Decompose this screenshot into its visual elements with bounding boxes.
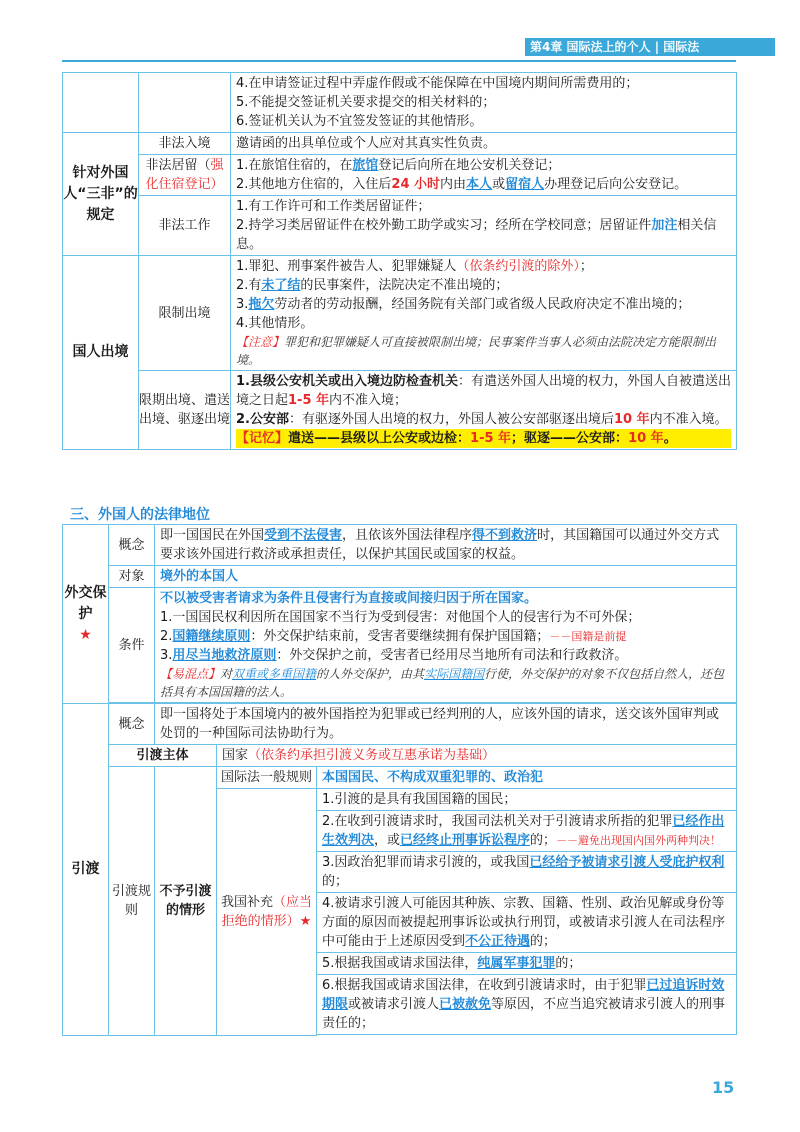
empty-cell bbox=[139, 73, 231, 133]
ex-china-rule: 1.引渡的是具有我国国籍的国民； bbox=[317, 789, 737, 811]
empty-cell bbox=[63, 73, 139, 133]
three-illegal-label: 针对外国人“三非”的规定 bbox=[63, 133, 139, 256]
dp-condition-label: 条件 bbox=[109, 588, 155, 703]
ex-intl-text: 本国国民、不构成双重犯罪的、政治犯 bbox=[317, 767, 737, 789]
illegal-work-text: 1.有工作许可和工作类居留证件； 2.持学习类居留证件在校外勤工助学或实习；经所在学校同意；居留证件加注相关信息。 bbox=[231, 196, 737, 256]
ex-refuse-label: 不予引渡的情形 bbox=[155, 767, 217, 1036]
ex-subject-text: 国家（依条约承担引渡义务或互惠承诺为基础） bbox=[217, 745, 737, 767]
table-row bbox=[63, 704, 737, 745]
dp-object-text: 境外的本国人 bbox=[155, 566, 737, 588]
ex-china-rule: 2.在收到引渡请求时，我国司法机关对于引渡请求所指的犯罪已经作出生效判决，或已经终止刑事诉讼程序的；－－避免出现国内国外两种判决！ bbox=[317, 811, 737, 852]
restrict-exit-label: 限制出境 bbox=[139, 256, 231, 371]
visa-refusal-continued: 4.在申请签证过程中弄虚作假或不能保障在中国境内期间所需费用的； 5.不能提交签证机关要求提交的相关材料的； 6.签证机关认为不宜签发签证的其他情形。 bbox=[231, 73, 737, 133]
table-row bbox=[63, 566, 737, 588]
table-row bbox=[63, 745, 737, 767]
dp-concept-text: 即一国国民在外国受到不法侵害，且依该外国法律程序得不到救济时，其国籍国可以通过外交方式要求该外国进行救济或承担责任，以保护其国民或国家的权益。 bbox=[155, 525, 737, 566]
illegal-work-label: 非法工作 bbox=[139, 196, 231, 256]
diplomatic-protection-label: 外交保护 ★ bbox=[63, 525, 109, 704]
ex-subject-label: 引渡主体 bbox=[109, 745, 217, 767]
attention-note: 【注意】罪犯和犯罪嫌疑人可直接被限制出境；民事案件当事人必须由法院决定方能限制出境。 bbox=[236, 335, 717, 367]
ex-china-rule: 5.根据我国或请求国法律，纯属军事犯罪的； bbox=[317, 953, 737, 975]
foreigner-status-table bbox=[62, 524, 737, 1036]
ex-china-rule: 6.根据我国或请求国法律，在收到引渡请求时，由于犯罪已过追诉时效期限或被请求引渡人已被赦免等原因，不应当追究被请求引渡人的刑事责任的； bbox=[317, 975, 737, 1035]
dp-object-label: 对象 bbox=[109, 566, 155, 588]
illegal-entry-label: 非法入境 bbox=[139, 133, 231, 155]
table-row bbox=[63, 767, 737, 789]
dp-condition-text: 不以被受害者请求为条件且侵害行为直接或间接归因于所在国家。 1.一国国民权利因所在国国家不当行为受到侵害：对他国个人的侵害行为不可外保； 2.国籍继续原则：外交保护结束前，受害者要继续拥有保护国国籍；－－国籍是前提 3.用尽当地救济原则：外交保护之前，受害者已经用尽当地所有司法和行政救济。 【易混点】对双重或多重国籍的人外交保护，由其实际国籍国行使，外交保护的对象不仅包括自然人，还包括具有本国国籍的法人。 bbox=[155, 588, 737, 703]
memory-tip: 【记忆】遣送——县级以上公安或边检：1-5 年；驱逐——公安部：10 年。 bbox=[236, 429, 731, 448]
table-row bbox=[63, 371, 737, 450]
restrict-exit-text: 1.罪犯、刑事案件被告人、犯罪嫌疑人（依条约引渡的除外）； 2.有未了结的民事案件，法院决定不准出境的； 3.拖欠劳动者的劳动报酬，经国务院有关部门或省级人民政府决定不准出境的； 4.其他情形。 【注意】罪犯和犯罪嫌疑人可直接被限制出境；民事案件当事人必须由法院决定方能限制出境。 bbox=[231, 256, 737, 371]
chapter-title: 第4章 国际法上的个人 | 国际法 bbox=[530, 40, 700, 54]
extradition-label: 引渡 bbox=[63, 704, 109, 1036]
dp-concept-label: 概念 bbox=[109, 525, 155, 566]
table-row bbox=[63, 196, 737, 256]
ex-concept-label: 概念 bbox=[109, 704, 155, 745]
entry-exit-table bbox=[62, 72, 737, 450]
table-row bbox=[63, 525, 737, 566]
deport-text: 1.县级公安机关或出入境边防检查机关：有遣送外国人出境的权力，外国人自被遣送出境之日起1-5 年内不准入境； 2.公安部：有驱逐外国人出境的权力，外国人被公安部驱逐出境后10 年内不准入境。 【记忆】遣送——县级以上公安或边检：1-5 年；驱逐——公安部：10 年。 bbox=[231, 371, 737, 450]
ex-china-rule: 3.因政治犯罪而请求引渡的，或我国已经给予被请求引渡人受庇护权利的； bbox=[317, 852, 737, 893]
section-heading: 三、外国人的法律地位 bbox=[70, 507, 210, 523]
ex-china-rule: 4.被请求引渡人可能因其种族、宗教、国籍、性别、政治见解或身份等方面的原因而被提起刑事诉讼或执行刑罚，或被请求引渡人在司法程序中可能由于上述原因受到不公正待遇的； bbox=[317, 893, 737, 953]
illegal-stay-label: 非法居留（强化住宿登记） bbox=[139, 155, 231, 196]
table-row bbox=[63, 588, 737, 703]
table-row bbox=[63, 256, 737, 371]
confusion-note: 【易混点】对双重或多重国籍的人外交保护，由其实际国籍国行使，外交保护的对象不仅包括自然人，还包括具有本国国籍的法人。 bbox=[160, 667, 725, 699]
table-row bbox=[63, 133, 737, 155]
ex-intl-label: 国际法一般规则 bbox=[217, 767, 317, 789]
page-number: 15 bbox=[712, 1078, 735, 1097]
illegal-entry-text: 邀请函的出具单位或个人应对其真实性负责。 bbox=[231, 133, 737, 155]
deport-label: 限期出境、遣送出境、驱逐出境 bbox=[139, 371, 231, 450]
table-row bbox=[63, 73, 737, 133]
citizen-exit-label: 国人出境 bbox=[63, 256, 139, 450]
ex-rules-label: 引渡规则 bbox=[109, 767, 155, 1036]
ex-concept-text: 即一国将处于本国境内的被外国指控为犯罪或已经判刑的人，应该外国的请求，送交该外国审判或处罚的一种国际司法协助行为。 bbox=[155, 704, 737, 745]
ex-china-label: 我国补充（应当拒绝的情形）★ bbox=[217, 789, 317, 1036]
table-row bbox=[63, 155, 737, 196]
header-rule bbox=[62, 60, 736, 62]
illegal-stay-text: 1.在旅馆住宿的，在旅馆登记后向所在地公安机关登记； 2.其他地方住宿的，入住后24 小时内由本人或留宿人办理登记后向公安登记。 bbox=[231, 155, 737, 196]
